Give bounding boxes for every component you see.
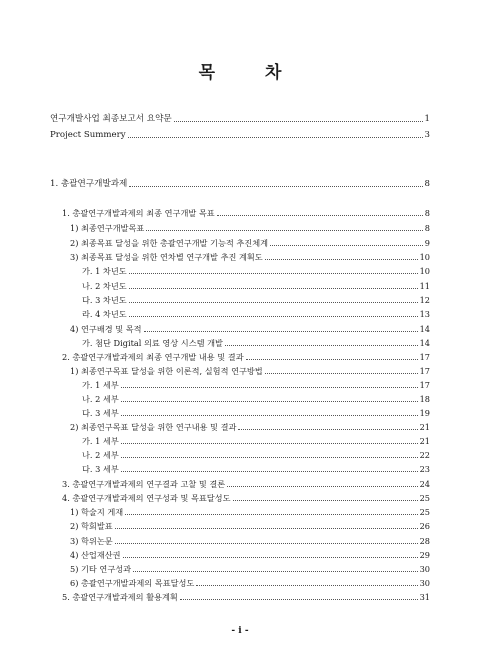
toc-entry-label: 2) 최종연구목표 달성을 위한 연구내용 및 결과	[70, 422, 237, 432]
toc-entry-page-number: 14	[419, 338, 430, 348]
toc-entry-page-number: 11	[419, 281, 430, 291]
toc-entry[interactable]	[82, 448, 430, 460]
toc-entry[interactable]	[82, 279, 430, 291]
toc-entry-page-number: 26	[419, 521, 430, 531]
toc-entry-label: 1. 총괄연구개발과제의 최종 연구개발 목표	[62, 208, 215, 218]
toc-entry-page-number: 30	[419, 564, 430, 574]
toc-entry-page-number: 25	[419, 493, 430, 503]
dot-leader	[144, 331, 418, 332]
toc-entry[interactable]	[50, 177, 430, 189]
toc-entry-label: 나. 2 세부	[82, 394, 119, 404]
toc-entry[interactable]	[50, 112, 430, 124]
dot-leader	[217, 215, 423, 216]
dot-leader	[270, 245, 423, 246]
toc-entry[interactable]	[70, 420, 430, 432]
toc-entry-label: 4) 연구배경 및 목적	[70, 324, 142, 334]
toc-entry[interactable]	[70, 364, 430, 376]
toc-entry-page-number: 18	[419, 394, 430, 404]
dot-leader	[129, 186, 422, 187]
toc-entry-label: 가. 1 차년도	[82, 266, 127, 276]
toc-entry-label: 1) 최종연구개발목표	[70, 223, 145, 233]
toc-entry[interactable]	[82, 434, 430, 446]
toc-entry-label: 5. 총괄연구개발과제의 활용계획	[62, 592, 178, 602]
toc-entry[interactable]	[70, 534, 430, 546]
toc-entry-page-number: 9	[424, 238, 430, 248]
toc-entry[interactable]	[82, 406, 430, 418]
dot-leader	[233, 500, 418, 501]
toc-entry[interactable]	[82, 307, 430, 319]
toc-entry-page-number: 1	[424, 114, 430, 124]
dot-leader	[129, 316, 418, 317]
toc-entry-label: 다. 3 세부	[82, 464, 119, 474]
toc-entry-page-number: 23	[419, 464, 430, 474]
dot-leader	[121, 471, 418, 472]
toc-entry-label: 3) 학위논문	[70, 536, 113, 546]
dot-leader	[227, 486, 417, 487]
dot-leader	[115, 528, 418, 529]
toc-entry[interactable]	[82, 462, 430, 474]
toc-entry[interactable]	[50, 128, 430, 140]
toc-entry-page-number: 24	[419, 479, 430, 489]
dot-leader	[246, 359, 418, 360]
toc-entry-label: 가. 1 세부	[82, 380, 119, 390]
dot-leader	[196, 585, 417, 586]
toc-entry-page-number: 17	[419, 366, 430, 376]
dot-leader	[129, 302, 418, 303]
dot-leader	[265, 373, 418, 374]
dot-leader	[174, 121, 423, 122]
toc-entry-page-number: 17	[419, 380, 430, 390]
toc-entry-page-number: 13	[419, 309, 430, 319]
toc-entry[interactable]	[70, 548, 430, 560]
toc-entry[interactable]	[82, 392, 430, 404]
toc-entry-label: 1) 최종연구목표 달성을 위한 이론적, 실험적 연구방법	[70, 366, 263, 376]
toc-entry-label: 가. 첨단 Digital 의료 영상 시스템 개발	[82, 338, 223, 348]
toc-entry-label: 4. 총괄연구개발과제의 연구성과 및 목표달성도	[62, 493, 231, 503]
dot-leader	[146, 230, 423, 231]
dot-leader	[133, 571, 418, 572]
toc-entry-page-number: 14	[419, 324, 430, 334]
toc-entry[interactable]	[62, 206, 430, 218]
dot-leader	[121, 387, 418, 388]
toc-entry-page-number: 22	[419, 450, 430, 460]
toc-entry-label: 라. 4 차년도	[82, 309, 127, 319]
toc-entry-label: 나. 2 차년도	[82, 281, 127, 291]
dot-leader	[115, 543, 418, 544]
dot-leader	[265, 259, 418, 260]
toc-entry-page-number: 3	[424, 130, 430, 140]
toc-entry[interactable]	[82, 378, 430, 390]
toc-entry-page-number: 8	[424, 208, 430, 218]
toc-entry[interactable]	[70, 519, 430, 531]
toc-entry-page-number: 29	[419, 550, 430, 560]
toc-entry-page-number: 17	[419, 352, 430, 362]
toc-entry-label: 나. 2 세부	[82, 450, 119, 460]
toc-entry[interactable]	[62, 477, 430, 489]
toc-entry-page-number: 21	[419, 422, 430, 432]
dot-leader	[121, 401, 418, 402]
toc-entry-page-number: 19	[419, 408, 430, 418]
toc-entry[interactable]	[70, 221, 430, 233]
toc-entry[interactable]	[82, 293, 430, 305]
toc-entry-page-number: 12	[419, 295, 430, 305]
toc-entry-page-number: 31	[419, 592, 430, 602]
toc-entry[interactable]	[70, 562, 430, 574]
page-title: 목 차	[198, 63, 304, 83]
dot-leader	[123, 557, 418, 558]
toc-entry-label: 가. 1 세부	[82, 436, 119, 446]
toc-entry-label: 1. 총괄연구개발과제	[50, 179, 128, 189]
toc-entry-label: 5) 기타 연구성과	[70, 564, 132, 574]
dot-leader	[128, 137, 423, 138]
toc-entry[interactable]	[82, 336, 430, 348]
toc-entry[interactable]	[70, 322, 430, 334]
page-number-footer: - i -	[231, 626, 249, 636]
dot-leader	[238, 429, 417, 430]
dot-leader	[129, 288, 418, 289]
toc-entry-page-number: 25	[419, 507, 430, 517]
toc-entry-label: Project Summery	[50, 130, 126, 140]
toc-entry[interactable]	[70, 505, 430, 517]
dot-leader	[180, 599, 418, 600]
toc-entry[interactable]	[62, 590, 430, 602]
toc-entry-page-number: 30	[419, 578, 430, 588]
toc-entry-label: 3. 총괄연구개발과제의 연구결과 고찰 및 결론	[62, 479, 226, 489]
toc-entry[interactable]	[70, 576, 430, 588]
toc-entry-label: 3) 최종목표 달성을 위한 연차별 연구개발 추진 계획도	[70, 252, 263, 262]
toc-entry[interactable]	[70, 236, 430, 248]
toc-entry-label: 다. 3 차년도	[82, 295, 127, 305]
toc-entry-label: 2) 최종목표 달성을 위한 총괄연구개발 기능적 추진체계	[70, 238, 269, 248]
toc-entry-page-number: 8	[424, 179, 430, 189]
toc-entry-label: 4) 산업재산권	[70, 550, 121, 560]
toc-entry-label: 2) 학회발표	[70, 521, 113, 531]
toc-entry-label: 1) 학술지 게재	[70, 507, 124, 517]
toc-entry-page-number: 8	[424, 223, 430, 233]
dot-leader	[225, 345, 418, 346]
toc-entry[interactable]	[70, 250, 430, 262]
toc-entry-page-number: 10	[419, 252, 430, 262]
toc-entry-label: 2. 총괄연구개발과제의 최종 연구개발 내용 및 결과	[62, 352, 244, 362]
toc-entry[interactable]	[82, 264, 430, 276]
toc-entry-label: 다. 3 세부	[82, 408, 119, 418]
dot-leader	[121, 457, 418, 458]
toc-entry[interactable]	[62, 491, 430, 503]
toc-entry-label: 연구개발사업 최종보고서 요약문	[50, 114, 172, 124]
toc-entry[interactable]	[62, 350, 430, 362]
dot-leader	[121, 415, 418, 416]
toc-entry-label: 6) 총괄연구개발과제의 목표달성도	[70, 578, 195, 588]
dot-leader	[125, 514, 417, 515]
toc-entry-page-number: 28	[419, 536, 430, 546]
toc-entry-page-number: 10	[419, 266, 430, 276]
dot-leader	[121, 443, 418, 444]
toc-entry-page-number: 21	[419, 436, 430, 446]
dot-leader	[129, 273, 418, 274]
